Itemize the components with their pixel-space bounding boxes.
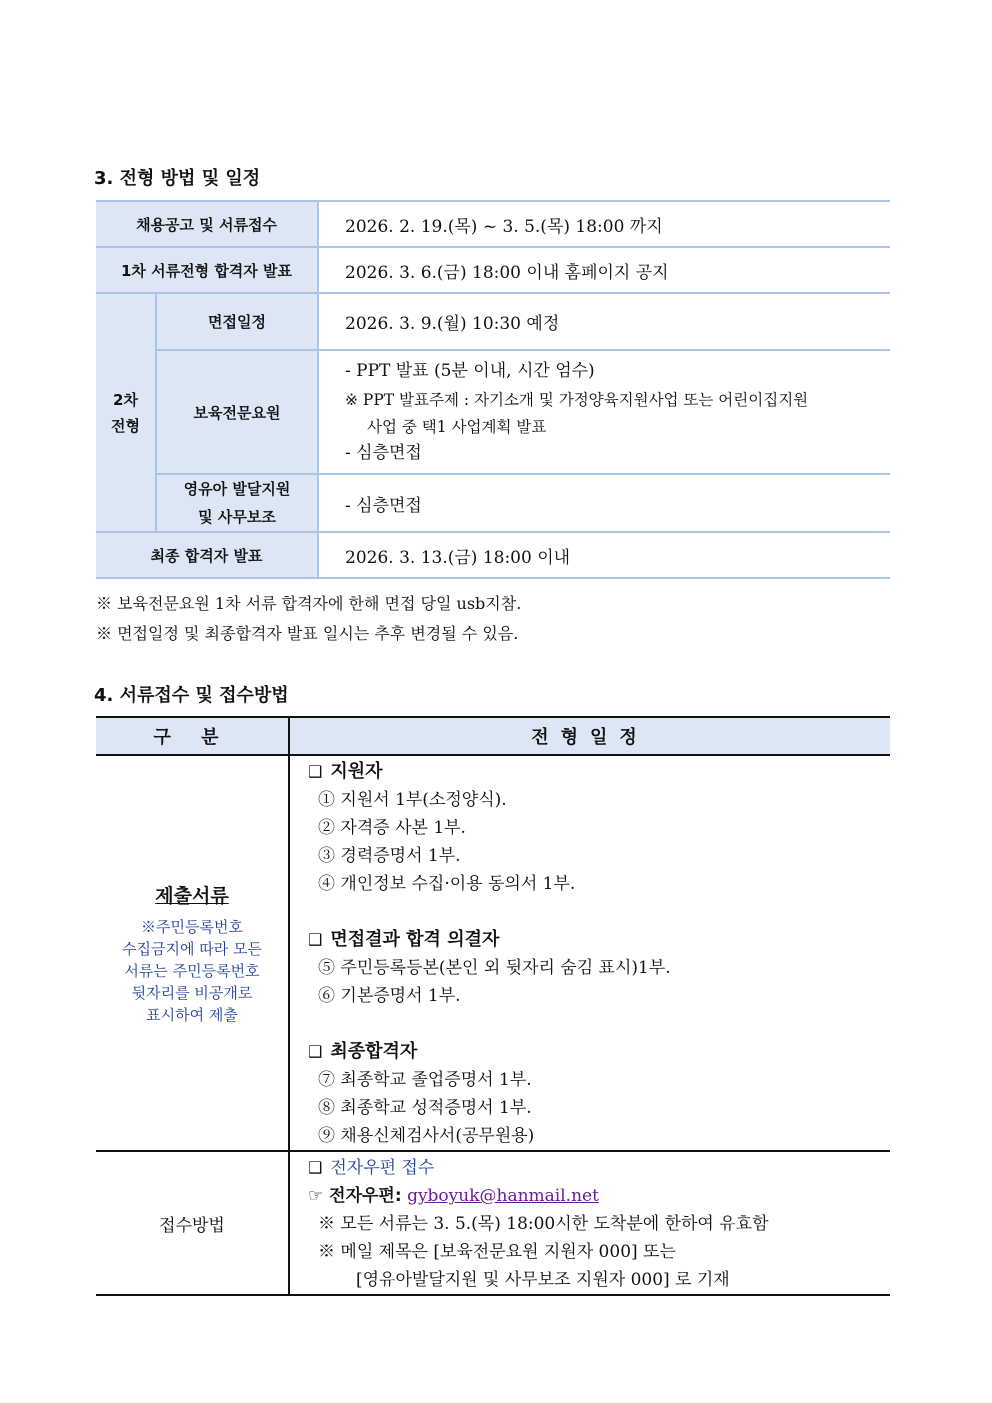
list-item: ③ 경력증명서 1부. [318,846,461,866]
table-row [96,247,890,293]
line: - 심층면접 [345,442,422,463]
checkbox-square-icon: ❑ [308,1042,323,1061]
row-label: 보육전문요원 [156,350,318,474]
list-item: ⑤ 주민등록등본(본인 외 뒷자리 숨김 표시)1부. [318,958,671,978]
method-note: [영유아발달지원 및 사무보조 지원자 000] 로 기재 [356,1270,730,1290]
method-note: ※ 메일 제목은 [보육전문요원 지원자 000] 또는 [318,1242,676,1262]
method-title: ❑ 전자우편 접수 [308,1158,435,1178]
col2-header: 전형일정 [289,717,890,755]
table-row [96,474,890,532]
list-item: ⑧ 최종학교 성적증명서 1부. [318,1098,532,1118]
method-cell [289,1151,890,1295]
line: ※ PPT 발표주제 : 자기소개 및 가정양육지원사업 또는 어린이집지원 [345,390,809,409]
list-item: ① 지원서 1부(소정양식). [318,790,507,810]
row-label: 면접일정 [156,293,318,350]
docs-label-cell [96,755,289,1151]
table-header-row [96,717,890,755]
note: ※ 보육전문요원 1차 서류 합격자에 한해 면접 당일 usb지참. [96,594,522,613]
list-item: ② 자격증 사본 1부. [318,818,466,838]
group-title: ❑ 면접결과 합격 의결자 [308,929,500,950]
row-value [318,350,890,474]
table-row [96,350,890,474]
line: - PPT 발표 (5분 이내, 시간 엄수) [345,360,595,381]
list-item: ⑥ 기본증명서 1부. [318,986,461,1006]
col1-header: 구 분 [96,717,289,755]
checkbox-square-icon: ❑ [308,930,323,949]
row-label: 최종 합격자 발표 [96,532,318,578]
stage2-label: 2차 전형 [96,293,156,532]
row-value: 2026. 3. 9.(월) 10:30 예정 [318,293,890,350]
row-label: 1차 서류전형 합격자 발표 [96,247,318,293]
section3-title: 3. 전형 방법 및 일정 [94,168,261,189]
checkbox-square-icon: ❑ [308,1158,323,1177]
row-label: 영유아 발달지원 및 사무보조 [156,474,318,532]
group-title: ❑ 지원자 [308,761,383,782]
table-row [96,532,890,578]
row-value: 2026. 3. 13.(금) 18:00 이내 [318,532,890,578]
row-value: - 심층면접 [318,474,890,532]
docs-label: 제출서류 [155,884,229,907]
email-line: ☞ 전자우편: gyboyuk@hanmail.net [308,1186,599,1206]
note: ※ 면접일정 및 최종합격자 발표 일시는 추후 변경될 수 있음. [96,624,519,643]
method-note: ※ 모든 서류는 3. 5.(목) 18:00시한 도착분에 한하여 유효함 [318,1214,769,1234]
checkbox-square-icon: ❑ [308,762,323,781]
group-title: ❑ 최종합격자 [308,1041,418,1062]
table-row [96,293,890,350]
row-value: 2026. 2. 19.(목) ~ 3. 5.(목) 18:00 까지 [318,201,890,247]
table-row [96,755,890,1151]
docs-list [289,755,890,1151]
list-item: ④ 개인정보 수집·이용 동의서 1부. [318,874,576,894]
method-label: 접수방법 [96,1151,289,1295]
list-item: ⑨ 채용신체검사서(공무원용) [318,1126,535,1146]
section4-title: 4. 서류접수 및 접수방법 [94,685,289,706]
table-row [96,201,890,247]
line: 사업 중 택1 사업계획 발표 [367,417,547,436]
email-link[interactable]: gyboyuk@hanmail.net [407,1186,599,1206]
table-row [96,1151,890,1295]
docs-note: ※주민등록번호 수집금지에 따라 모든 서류는 주민등록번호 뒷자리를 비공개로 표시하여 제출 [122,917,262,1024]
schedule-table [96,200,890,579]
row-label: 채용공고 및 서류접수 [96,201,318,247]
documents-table [96,716,890,1296]
row-value: 2026. 3. 6.(금) 18:00 이내 홈페이지 공지 [318,247,890,293]
list-item: ⑦ 최종학교 졸업증명서 1부. [318,1070,532,1090]
